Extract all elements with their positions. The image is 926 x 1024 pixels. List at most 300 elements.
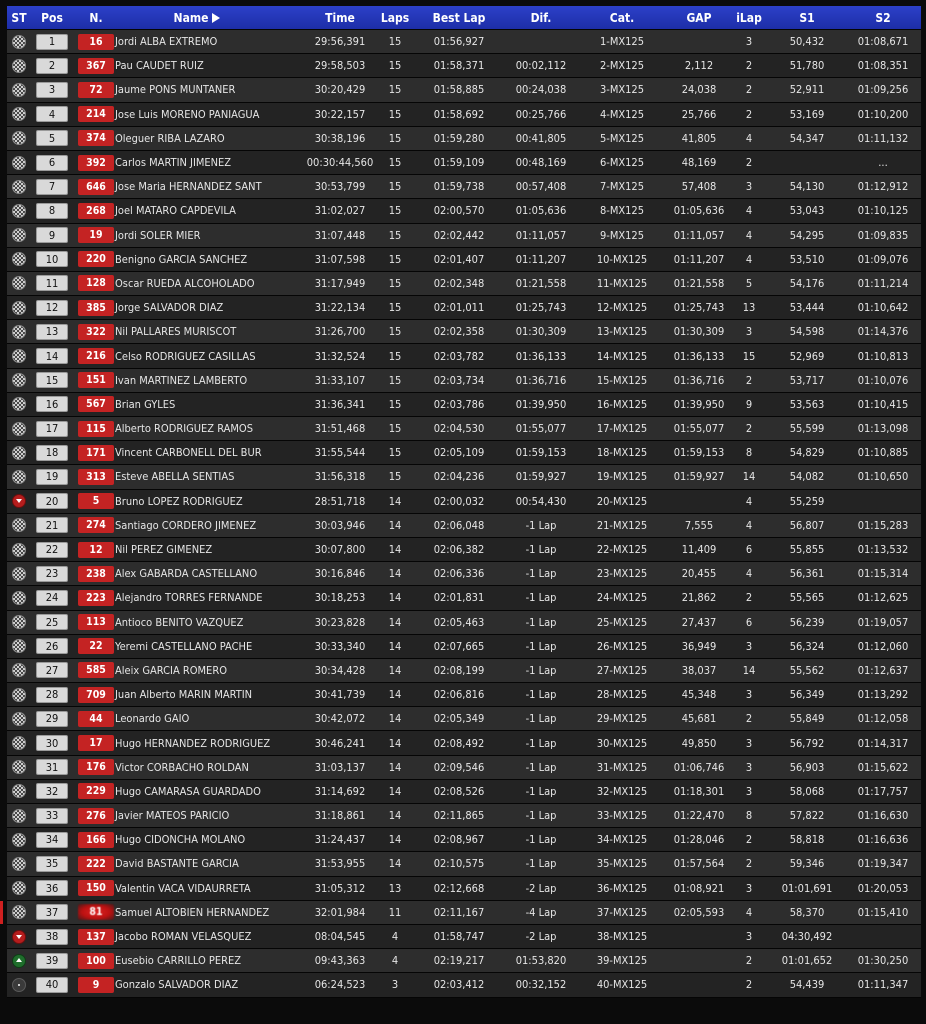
best-lap-cell: 02:03,412	[433, 978, 485, 992]
status-cell	[7, 707, 31, 730]
rider-name[interactable]: Esteve ABELLA SENTIAS	[115, 470, 235, 484]
dif-cell: 00:57,408	[515, 180, 567, 194]
s1-cell: 57,822	[789, 809, 825, 823]
ilap-cell: 2	[745, 422, 753, 436]
gap-cell	[665, 925, 733, 948]
checkered-flag-icon	[12, 131, 26, 145]
checkered-flag-icon	[12, 35, 26, 49]
dif-cell: -1 Lap	[525, 857, 557, 871]
col-header-st[interactable]: ST	[11, 10, 27, 25]
rider-name[interactable]: Jacobo ROMAN VELASQUEZ	[115, 930, 252, 944]
ilap-cell: 2	[745, 59, 753, 73]
gap-cell: 57,408	[681, 180, 717, 194]
s1-cell: 55,562	[789, 663, 825, 677]
rider-name[interactable]: Oscar RUEDA ALCOHOLADO	[115, 276, 255, 290]
position-cell	[35, 804, 69, 827]
position-badge: 15	[36, 372, 68, 388]
rider-number-badge: 220	[78, 251, 114, 267]
rider-name[interactable]: Jose Maria HERNANDEZ SANT	[115, 180, 262, 194]
rider-name[interactable]: Valentin VACA VIDAURRETA	[115, 881, 251, 895]
gap-cell: 48,169	[681, 156, 717, 170]
rider-name[interactable]: Victor CORBACHO ROLDAN	[115, 760, 249, 774]
rider-name[interactable]: Samuel ALTOBIEN HERNANDEZ	[115, 905, 270, 919]
s2-cell: 01:14,317	[857, 736, 909, 750]
gap-cell: 2,112	[684, 59, 714, 73]
rider-number-badge: 151	[78, 372, 114, 388]
best-lap-cell: 01:59,280	[433, 131, 485, 145]
table-row[interactable]	[7, 175, 921, 199]
rider-name[interactable]: Javier MATEOS PARICIO	[115, 809, 230, 823]
rider-name[interactable]: Juan Alberto MARIN MARTIN	[115, 688, 253, 702]
table-row[interactable]	[7, 248, 921, 272]
col-header-gap[interactable]: GAP	[686, 10, 712, 25]
rider-number-badge: 72	[78, 82, 114, 98]
rider-number-badge: 128	[78, 275, 114, 291]
position-badge: 40	[36, 977, 68, 993]
position-cell	[35, 199, 69, 222]
number-cell	[74, 78, 118, 101]
rider-number-badge: 229	[78, 783, 114, 799]
s1-cell: 53,510	[789, 252, 825, 266]
laps-cell: 15	[388, 276, 402, 290]
ilap-cell: 8	[745, 446, 753, 460]
gap-cell: 01:08,921	[673, 881, 725, 895]
position-badge: 35	[36, 856, 68, 872]
rider-name[interactable]: Hugo CAMARASA GUARDADO	[115, 784, 261, 798]
number-cell	[74, 248, 118, 271]
s2-cell: 01:15,314	[857, 567, 909, 581]
best-lap-cell: 02:19,217	[433, 954, 485, 968]
gap-cell: 01:22,470	[673, 809, 725, 823]
rider-number-badge: 216	[78, 348, 114, 364]
rider-name[interactable]: Nil PALLARES MURISCOT	[115, 325, 237, 339]
gap-cell	[665, 30, 733, 53]
table-row[interactable]	[7, 296, 921, 320]
rider-name[interactable]: Eusebio CARRILLO PEREZ	[115, 954, 242, 968]
gap-cell: 45,348	[681, 688, 717, 702]
table-row[interactable]	[7, 683, 921, 707]
table-row[interactable]	[7, 562, 921, 586]
status-cell	[7, 756, 31, 779]
rider-name[interactable]: Hugo CIDONCHA MOLANO	[115, 833, 246, 847]
dif-cell: 00:32,152	[515, 978, 567, 992]
checkered-flag-icon	[12, 204, 26, 218]
rider-number-badge: 9	[78, 977, 114, 993]
s1-cell: 53,444	[789, 301, 825, 315]
status-cell	[7, 659, 31, 682]
rider-name[interactable]: Nil PEREZ GIMENEZ	[115, 543, 213, 557]
time-cell: 30:41,739	[314, 688, 366, 702]
position-badge: 3	[36, 82, 68, 98]
rider-name[interactable]: Joel MATARO CAPDEVILA	[115, 204, 236, 218]
table-row[interactable]	[7, 514, 921, 538]
rider-name[interactable]: Gonzalo SALVADOR DIAZ	[115, 978, 239, 992]
table-row[interactable]	[7, 417, 921, 441]
checkered-flag-icon	[12, 252, 26, 266]
checkered-flag-icon	[12, 905, 26, 919]
s2-cell: 01:20,053	[857, 881, 909, 895]
category-cell: 35-MX125	[596, 857, 648, 871]
dif-cell: -1 Lap	[525, 567, 557, 581]
checkered-flag-icon	[12, 784, 26, 798]
category-cell: 3-MX125	[599, 83, 645, 97]
col-header-number[interactable]: N.	[89, 10, 103, 25]
col-header-name-label: Name	[173, 10, 209, 25]
position-badge: 21	[36, 517, 68, 533]
category-cell: 27-MX125	[596, 663, 648, 677]
checkered-flag-icon	[12, 809, 26, 823]
dif-cell: 00:54,430	[515, 494, 567, 508]
checkered-flag-icon	[12, 325, 26, 339]
position-cell	[35, 78, 69, 101]
table-row[interactable]	[7, 659, 921, 683]
best-lap-cell: 02:04,530	[433, 422, 485, 436]
ilap-cell: 3	[745, 688, 753, 702]
table-row[interactable]	[7, 756, 921, 780]
laps-cell: 14	[388, 833, 402, 847]
laps-cell: 14	[388, 712, 402, 726]
rider-name[interactable]: Hugo HERNANDEZ RODRIGUEZ	[115, 736, 271, 750]
rider-name[interactable]: Leonardo GAIO	[115, 712, 190, 726]
rider-number-badge: 274	[78, 517, 114, 533]
position-badge: 14	[36, 348, 68, 364]
s2-cell: 01:13,532	[857, 543, 909, 557]
rider-name[interactable]: Aleix GARCIA ROMERO	[115, 663, 227, 677]
rider-name[interactable]: Yeremi CASTELLANO PACHE	[115, 639, 253, 653]
status-cell	[7, 441, 31, 464]
status-cell	[7, 151, 31, 174]
table-row[interactable]	[7, 586, 921, 610]
rider-name[interactable]: Pau CAUDET RUIZ	[115, 59, 204, 73]
rider-name[interactable]: Antioco BENITO VAZQUEZ	[115, 615, 244, 629]
s1-cell: 58,068	[789, 784, 825, 798]
ilap-cell: 13	[742, 301, 756, 315]
status-cell	[7, 490, 31, 513]
table-row[interactable]	[7, 320, 921, 344]
laps-cell: 14	[388, 809, 402, 823]
category-cell: 24-MX125	[596, 591, 648, 605]
table-row[interactable]	[7, 852, 921, 876]
time-cell: 29:56,391	[314, 35, 366, 49]
rider-name[interactable]: Ivan MARTINEZ LAMBERTO	[115, 373, 248, 387]
table-row[interactable]	[7, 780, 921, 804]
gap-cell	[665, 973, 733, 996]
time-cell: 31:14,692	[314, 784, 366, 798]
checkered-flag-icon	[12, 639, 26, 653]
number-cell	[74, 586, 118, 609]
time-cell: 31:02,027	[314, 204, 366, 218]
status-cell	[7, 586, 31, 609]
time-cell: 31:07,598	[314, 252, 366, 266]
checkered-flag-icon	[12, 736, 26, 750]
number-cell	[74, 199, 118, 222]
col-header-pos[interactable]: Pos	[41, 10, 63, 25]
col-header-name[interactable]	[137, 6, 257, 29]
table-row[interactable]	[7, 611, 921, 635]
rider-name[interactable]: David BASTANTE GARCIA	[115, 857, 239, 871]
ilap-cell: 4	[745, 131, 753, 145]
table-row[interactable]	[7, 224, 921, 248]
best-lap-cell: 02:08,199	[433, 663, 485, 677]
position-cell	[35, 465, 69, 488]
ilap-cell: 4	[745, 518, 753, 532]
rider-number-badge: 709	[78, 687, 114, 703]
position-cell	[35, 611, 69, 634]
status-cell	[7, 344, 31, 367]
position-badge: 16	[36, 396, 68, 412]
time-cell: 30:07,800	[314, 543, 366, 557]
checkered-flag-icon	[12, 446, 26, 460]
position-cell	[35, 54, 69, 77]
s1-cell: 53,043	[789, 204, 825, 218]
table-row[interactable]	[7, 369, 921, 393]
position-cell	[35, 659, 69, 682]
rider-number-badge: 16	[78, 34, 114, 50]
col-header-best-lap[interactable]: Best Lap	[432, 10, 486, 25]
table-row[interactable]	[7, 804, 921, 828]
table-row[interactable]	[7, 707, 921, 731]
position-badge: 39	[36, 953, 68, 969]
ilap-cell: 3	[745, 35, 753, 49]
rider-name[interactable]: Alex GABARDA CASTELLANO	[115, 567, 258, 581]
s1-cell: 54,295	[789, 228, 825, 242]
dif-cell: 01:11,207	[515, 252, 567, 266]
dif-cell: 01:30,309	[515, 325, 567, 339]
dif-cell: 01:36,133	[515, 349, 567, 363]
time-cell: 32:01,984	[314, 905, 366, 919]
s2-cell: 01:10,415	[857, 397, 909, 411]
rider-name[interactable]: Brian GYLES	[115, 397, 176, 411]
s1-cell: 53,717	[789, 373, 825, 387]
status-cell	[7, 562, 31, 585]
table-row[interactable]	[7, 731, 921, 755]
table-row[interactable]	[7, 949, 921, 973]
rider-name[interactable]: Jordi SOLER MIER	[115, 228, 201, 242]
s1-cell: 55,855	[789, 543, 825, 557]
s2-cell: 01:19,347	[857, 857, 909, 871]
s1-cell: 56,903	[789, 760, 825, 774]
time-cell: 31:26,700	[314, 325, 366, 339]
time-cell: 30:18,253	[314, 591, 366, 605]
s1-cell: 54,439	[789, 978, 825, 992]
category-cell: 6-MX125	[599, 156, 645, 170]
number-cell	[74, 490, 118, 513]
dif-cell: 00:02,112	[515, 59, 567, 73]
table-row[interactable]	[7, 441, 921, 465]
time-cell: 28:51,718	[314, 494, 366, 508]
time-cell: 30:42,072	[314, 712, 366, 726]
number-cell	[74, 852, 118, 875]
status-cell	[7, 731, 31, 754]
gap-cell	[665, 490, 733, 513]
col-header-laps[interactable]: Laps	[380, 10, 410, 25]
time-cell: 31:03,137	[314, 760, 366, 774]
gap-cell: 01:05,636	[673, 204, 725, 218]
gap-cell: 01:36,133	[673, 349, 725, 363]
rider-number-badge: 214	[78, 106, 114, 122]
ilap-cell: 4	[745, 204, 753, 218]
table-row[interactable]	[7, 538, 921, 562]
number-cell	[74, 901, 118, 924]
best-lap-cell: 02:11,167	[433, 905, 485, 919]
col-header-ilap[interactable]: iLap	[736, 10, 762, 25]
table-row[interactable]	[7, 78, 921, 102]
position-cell	[35, 877, 69, 900]
col-header-cat[interactable]: Cat.	[609, 10, 635, 25]
rider-name[interactable]: Jorge SALVADOR DIAZ	[115, 301, 224, 315]
table-row[interactable]	[7, 151, 921, 175]
number-cell	[74, 272, 118, 295]
rider-number-badge: 81	[78, 904, 114, 920]
s1-cell: 52,911	[789, 83, 825, 97]
position-cell	[35, 320, 69, 343]
gap-cell: 11,409	[681, 543, 717, 557]
position-badge: 37	[36, 904, 68, 920]
time-cell: 00:30:44,560	[306, 156, 374, 170]
table-row[interactable]	[7, 54, 921, 78]
laps-cell: 15	[388, 131, 402, 145]
table-row[interactable]	[7, 393, 921, 417]
rider-number-badge: 223	[78, 590, 114, 606]
time-cell: 31:18,861	[314, 809, 366, 823]
s2-cell: 01:09,835	[857, 228, 909, 242]
rider-name[interactable]: Jaume PONS MUNTANER	[115, 83, 236, 97]
rider-name[interactable]: Vincent CARBONELL DEL BUR	[115, 446, 262, 460]
table-row[interactable]	[7, 465, 921, 489]
rider-name[interactable]: Jordi ALBA EXTREMO	[115, 35, 218, 49]
status-cell	[7, 272, 31, 295]
best-lap-cell: 02:01,407	[433, 252, 485, 266]
dif-cell: 01:39,950	[515, 397, 567, 411]
laps-cell: 14	[388, 688, 402, 702]
gap-cell: 20,455	[681, 567, 717, 581]
table-row[interactable]	[7, 828, 921, 852]
table-row[interactable]	[7, 901, 921, 925]
rider-name[interactable]: Carlos MARTIN JIMENEZ	[115, 156, 232, 170]
s2-cell: 01:17,757	[857, 784, 909, 798]
rider-name[interactable]: Celso RODRIGUEZ CASILLAS	[115, 349, 256, 363]
rider-name[interactable]: Alberto RODRIGUEZ RAMOS	[115, 422, 254, 436]
gap-cell: 36,949	[681, 639, 717, 653]
s1-cell: 51,780	[789, 59, 825, 73]
time-cell: 31:56,318	[314, 470, 366, 484]
laps-cell: 4	[391, 930, 399, 944]
best-lap-cell: 02:04,236	[433, 470, 485, 484]
s1-cell: 56,361	[789, 567, 825, 581]
ilap-cell: 14	[742, 663, 756, 677]
status-cell	[7, 683, 31, 706]
ilap-cell: 2	[745, 373, 753, 387]
checkered-flag-icon	[12, 591, 26, 605]
dif-cell: 00:24,038	[515, 83, 567, 97]
position-badge: 1	[36, 34, 68, 50]
status-cell	[7, 175, 31, 198]
col-header-s1[interactable]: S1	[799, 10, 815, 25]
table-row[interactable]	[7, 127, 921, 151]
table-row[interactable]	[7, 30, 921, 54]
ilap-cell: 2	[745, 156, 753, 170]
laps-cell: 14	[388, 543, 402, 557]
s2-cell: 01:19,057	[857, 615, 909, 629]
rider-name[interactable]: Alejandro TORRES FERNANDE	[115, 591, 263, 605]
s2-cell: 01:14,376	[857, 325, 909, 339]
category-cell: 36-MX125	[596, 881, 648, 895]
time-cell: 29:58,503	[314, 59, 366, 73]
number-cell	[74, 344, 118, 367]
position-badge: 34	[36, 832, 68, 848]
table-row[interactable]	[7, 199, 921, 223]
ilap-cell: 3	[745, 784, 753, 798]
rider-name[interactable]: Santiago CORDERO JIMENEZ	[115, 518, 257, 532]
ilap-cell: 3	[745, 881, 753, 895]
position-badge: 20	[36, 493, 68, 509]
rider-name[interactable]: Bruno LOPEZ RODRIGUEZ	[115, 494, 243, 508]
laps-cell: 14	[388, 615, 402, 629]
number-cell	[74, 224, 118, 247]
table-row[interactable]	[7, 635, 921, 659]
col-header-s2[interactable]: S2	[875, 10, 891, 25]
col-header-time[interactable]: Time	[325, 10, 355, 25]
dif-cell: -1 Lap	[525, 663, 557, 677]
rider-name[interactable]: Benigno GARCIA SANCHEZ	[115, 252, 248, 266]
position-badge: 12	[36, 300, 68, 316]
col-header-dif[interactable]: Dif.	[530, 10, 552, 25]
s2-cell: 01:11,347	[857, 978, 909, 992]
gap-cell: 01:11,057	[673, 228, 725, 242]
checkered-flag-icon	[12, 712, 26, 726]
gap-cell: 45,681	[681, 712, 717, 726]
checkered-flag-icon	[12, 543, 26, 557]
laps-cell: 15	[388, 59, 402, 73]
category-cell: 31-MX125	[596, 760, 648, 774]
dif-cell: -1 Lap	[525, 809, 557, 823]
position-cell	[35, 490, 69, 513]
category-cell: 16-MX125	[596, 397, 648, 411]
table-row[interactable]	[7, 103, 921, 127]
status-cell	[7, 635, 31, 658]
rider-name[interactable]: Jose Luis MORENO PANIAGUA	[115, 107, 260, 121]
s2-cell: 01:10,200	[857, 107, 909, 121]
dif-cell: 01:11,057	[515, 228, 567, 242]
position-cell	[35, 272, 69, 295]
best-lap-cell: 02:09,546	[433, 760, 485, 774]
table-row[interactable]	[7, 490, 921, 514]
laps-cell: 15	[388, 35, 402, 49]
gap-cell: 38,037	[681, 663, 717, 677]
laps-cell: 15	[388, 470, 402, 484]
table-row[interactable]	[7, 272, 921, 296]
table-row[interactable]	[7, 973, 921, 997]
s2-cell: 01:10,642	[857, 301, 909, 315]
laps-cell: 14	[388, 567, 402, 581]
table-row[interactable]	[7, 344, 921, 368]
category-cell: 15-MX125	[596, 373, 648, 387]
ilap-cell: 3	[745, 639, 753, 653]
position-cell	[35, 151, 69, 174]
s2-cell: 01:12,058	[857, 712, 909, 726]
rider-name[interactable]: Oleguer RIBA LAZARO	[115, 131, 225, 145]
s2-cell: 01:10,885	[857, 446, 909, 460]
checkered-flag-icon	[12, 833, 26, 847]
laps-cell: 15	[388, 373, 402, 387]
checkered-flag-icon	[12, 518, 26, 532]
s1-cell: 01:01,691	[781, 881, 833, 895]
table-row[interactable]	[7, 877, 921, 901]
best-lap-cell: 02:01,831	[433, 591, 485, 605]
status-cell	[7, 320, 31, 343]
rider-number-badge: 113	[78, 614, 114, 630]
table-row[interactable]	[7, 925, 921, 949]
